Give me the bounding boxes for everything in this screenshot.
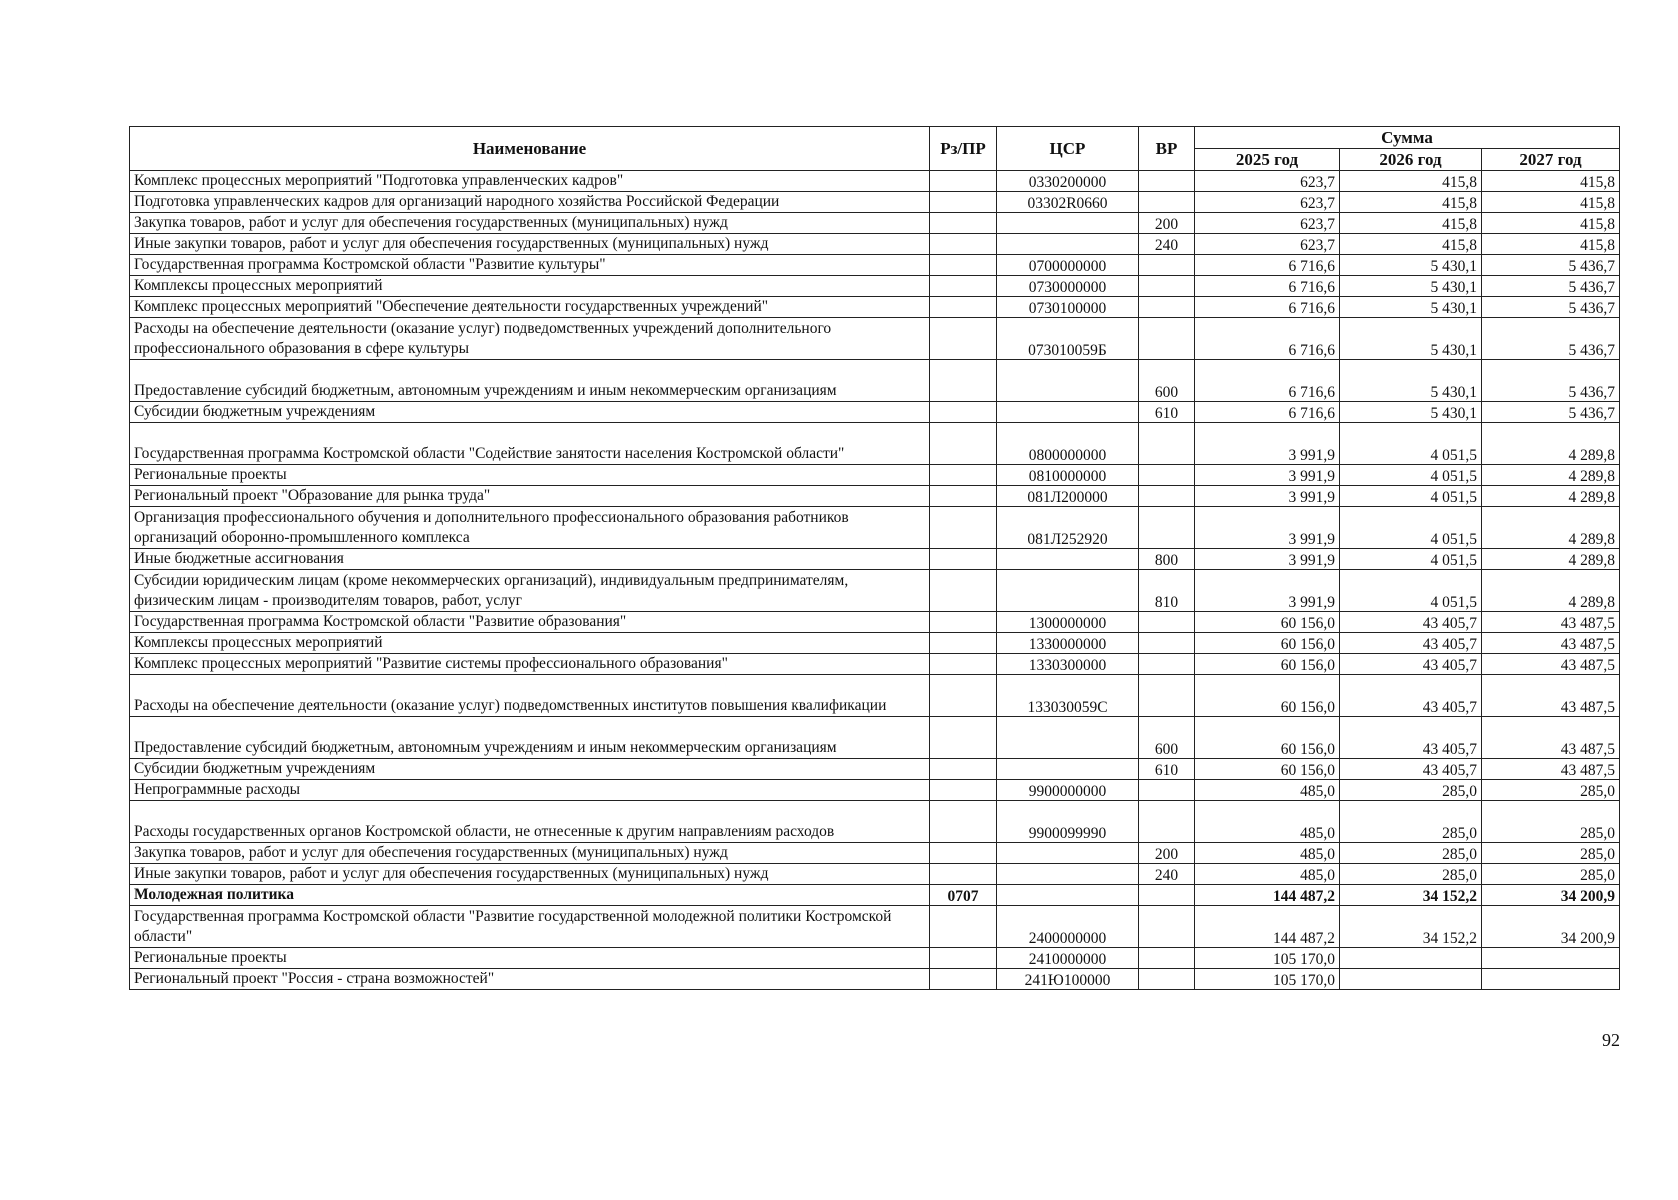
table-body — [130, 171, 1620, 990]
table-row — [130, 654, 1620, 675]
cell-csr: 2400000000 — [997, 906, 1139, 948]
cell-2026: 43 405,7 — [1340, 633, 1482, 654]
cell-name: Иные бюджетные ассигнования — [130, 549, 930, 570]
cell-csr — [997, 213, 1139, 234]
cell-name: Расходы на обеспечение деятельности (оказание услуг) подведомственных институтов повышения квалификации — [130, 675, 930, 717]
cell-rzpr — [930, 906, 997, 948]
cell-vr — [1139, 297, 1195, 318]
cell-vr: 810 — [1139, 570, 1195, 612]
cell-2025: 60 156,0 — [1195, 717, 1340, 759]
cell-vr — [1139, 423, 1195, 465]
cell-2025: 485,0 — [1195, 801, 1340, 843]
cell-2025: 485,0 — [1195, 780, 1340, 801]
cell-vr — [1139, 948, 1195, 969]
cell-2026: 4 051,5 — [1340, 465, 1482, 486]
cell-2027: 4 289,8 — [1482, 486, 1620, 507]
cell-2025: 60 156,0 — [1195, 654, 1340, 675]
cell-vr: 610 — [1139, 402, 1195, 423]
cell-name: Молодежная политика — [130, 885, 930, 906]
table-row — [130, 843, 1620, 864]
cell-2027: 5 436,7 — [1482, 402, 1620, 423]
table-row — [130, 360, 1620, 402]
cell-2026: 43 405,7 — [1340, 759, 1482, 780]
cell-2025: 6 716,6 — [1195, 402, 1340, 423]
cell-rzpr — [930, 318, 997, 360]
cell-2025: 3 991,9 — [1195, 486, 1340, 507]
cell-2026: 415,8 — [1340, 171, 1482, 192]
cell-csr — [997, 717, 1139, 759]
cell-csr: 0800000000 — [997, 423, 1139, 465]
cell-csr — [997, 570, 1139, 612]
cell-name: Комплексы процессных мероприятий — [130, 633, 930, 654]
cell-2027: 43 487,5 — [1482, 759, 1620, 780]
table-row — [130, 969, 1620, 990]
header-year-2025: 2025 год — [1195, 149, 1340, 171]
cell-2026: 285,0 — [1340, 843, 1482, 864]
cell-csr: 0730000000 — [997, 276, 1139, 297]
cell-rzpr — [930, 213, 997, 234]
cell-rzpr — [930, 297, 997, 318]
header-name: Наименование — [130, 127, 930, 171]
cell-vr — [1139, 318, 1195, 360]
cell-vr: 800 — [1139, 549, 1195, 570]
cell-2025: 105 170,0 — [1195, 948, 1340, 969]
cell-2026 — [1340, 969, 1482, 990]
cell-csr — [997, 360, 1139, 402]
cell-2025: 60 156,0 — [1195, 675, 1340, 717]
cell-2025: 3 991,9 — [1195, 549, 1340, 570]
cell-name: Региональные проекты — [130, 465, 930, 486]
cell-rzpr — [930, 423, 997, 465]
cell-2027: 34 200,9 — [1482, 906, 1620, 948]
table-row — [130, 759, 1620, 780]
cell-2027 — [1482, 948, 1620, 969]
table-row — [130, 801, 1620, 843]
cell-vr — [1139, 780, 1195, 801]
table-row — [130, 486, 1620, 507]
cell-2026: 285,0 — [1340, 780, 1482, 801]
cell-name: Иные закупки товаров, работ и услуг для обеспечения государственных (муниципальных) нужд — [130, 234, 930, 255]
cell-2026: 5 430,1 — [1340, 297, 1482, 318]
cell-2026: 4 051,5 — [1340, 507, 1482, 549]
cell-name: Комплекс процессных мероприятий "Подготовка управленческих кадров" — [130, 171, 930, 192]
cell-2025: 60 156,0 — [1195, 759, 1340, 780]
cell-2027: 43 487,5 — [1482, 654, 1620, 675]
cell-name: Региональный проект "Россия - страна возможностей" — [130, 969, 930, 990]
cell-2025: 144 487,2 — [1195, 885, 1340, 906]
cell-2025: 623,7 — [1195, 192, 1340, 213]
cell-rzpr — [930, 465, 997, 486]
table-row — [130, 234, 1620, 255]
cell-rzpr — [930, 570, 997, 612]
cell-csr: 9900000000 — [997, 780, 1139, 801]
cell-name: Субсидии юридическим лицам (кроме некоммерческих организаций), индивидуальным предпринимателям, физическим лицам - производителям товаров, работ, услуг — [130, 570, 930, 612]
cell-csr: 1330000000 — [997, 633, 1139, 654]
cell-rzpr — [930, 759, 997, 780]
cell-vr — [1139, 906, 1195, 948]
cell-2025: 6 716,6 — [1195, 276, 1340, 297]
cell-vr: 200 — [1139, 843, 1195, 864]
cell-2027 — [1482, 969, 1620, 990]
cell-2027: 285,0 — [1482, 843, 1620, 864]
cell-2026: 285,0 — [1340, 864, 1482, 885]
cell-2025: 3 991,9 — [1195, 570, 1340, 612]
cell-csr: 9900099990 — [997, 801, 1139, 843]
cell-2027: 5 436,7 — [1482, 318, 1620, 360]
cell-2026: 4 051,5 — [1340, 486, 1482, 507]
cell-name: Непрограммные расходы — [130, 780, 930, 801]
cell-rzpr — [930, 864, 997, 885]
cell-name: Государственная программа Костромской области "Содействие занятости населения Костромской области" — [130, 423, 930, 465]
cell-vr — [1139, 276, 1195, 297]
table-row — [130, 507, 1620, 549]
cell-rzpr — [930, 948, 997, 969]
cell-rzpr — [930, 549, 997, 570]
cell-rzpr: 0707 — [930, 885, 997, 906]
cell-name: Субсидии бюджетным учреждениям — [130, 759, 930, 780]
cell-2025: 623,7 — [1195, 234, 1340, 255]
cell-2026: 4 051,5 — [1340, 549, 1482, 570]
cell-2026 — [1340, 948, 1482, 969]
table-row — [130, 423, 1620, 465]
cell-rzpr — [930, 969, 997, 990]
cell-rzpr — [930, 717, 997, 759]
cell-vr — [1139, 465, 1195, 486]
cell-name: Региональный проект "Образование для рынка труда" — [130, 486, 930, 507]
cell-vr: 240 — [1139, 234, 1195, 255]
cell-2026: 34 152,2 — [1340, 906, 1482, 948]
cell-name: Региональные проекты — [130, 948, 930, 969]
cell-2027: 4 289,8 — [1482, 570, 1620, 612]
cell-csr: 2410000000 — [997, 948, 1139, 969]
cell-2027: 43 487,5 — [1482, 633, 1620, 654]
cell-rzpr — [930, 171, 997, 192]
cell-vr — [1139, 633, 1195, 654]
table-row — [130, 675, 1620, 717]
cell-2027: 285,0 — [1482, 780, 1620, 801]
cell-vr — [1139, 801, 1195, 843]
cell-2025: 485,0 — [1195, 864, 1340, 885]
cell-rzpr — [930, 486, 997, 507]
cell-csr: 03302R0660 — [997, 192, 1139, 213]
cell-vr: 600 — [1139, 717, 1195, 759]
cell-csr: 0730100000 — [997, 297, 1139, 318]
header-sum: Сумма — [1195, 127, 1620, 149]
table-row — [130, 717, 1620, 759]
cell-2026: 34 152,2 — [1340, 885, 1482, 906]
cell-name: Иные закупки товаров, работ и услуг для обеспечения государственных (муниципальных) нужд — [130, 864, 930, 885]
cell-2026: 415,8 — [1340, 234, 1482, 255]
cell-csr: 1330300000 — [997, 654, 1139, 675]
cell-vr: 600 — [1139, 360, 1195, 402]
table-row — [130, 318, 1620, 360]
cell-2026: 5 430,1 — [1340, 276, 1482, 297]
cell-2025: 3 991,9 — [1195, 507, 1340, 549]
cell-2026: 415,8 — [1340, 213, 1482, 234]
cell-name: Субсидии бюджетным учреждениям — [130, 402, 930, 423]
cell-2027: 5 436,7 — [1482, 297, 1620, 318]
cell-rzpr — [930, 675, 997, 717]
cell-2025: 144 487,2 — [1195, 906, 1340, 948]
table-row — [130, 570, 1620, 612]
cell-csr — [997, 402, 1139, 423]
table-row — [130, 885, 1620, 906]
cell-rzpr — [930, 234, 997, 255]
cell-csr: 0330200000 — [997, 171, 1139, 192]
cell-csr: 081Л200000 — [997, 486, 1139, 507]
cell-2027: 4 289,8 — [1482, 465, 1620, 486]
cell-2027: 285,0 — [1482, 801, 1620, 843]
table-row — [130, 402, 1620, 423]
cell-csr: 1300000000 — [997, 612, 1139, 633]
cell-2025: 6 716,6 — [1195, 360, 1340, 402]
cell-name: Комплекс процессных мероприятий "Развитие системы профессионального образования" — [130, 654, 930, 675]
cell-rzpr — [930, 633, 997, 654]
cell-vr — [1139, 612, 1195, 633]
cell-2027: 43 487,5 — [1482, 717, 1620, 759]
cell-2026: 4 051,5 — [1340, 423, 1482, 465]
cell-2027: 5 436,7 — [1482, 255, 1620, 276]
cell-csr — [997, 885, 1139, 906]
cell-name: Комплексы процессных мероприятий — [130, 276, 930, 297]
cell-vr — [1139, 486, 1195, 507]
cell-2027: 4 289,8 — [1482, 549, 1620, 570]
cell-2026: 4 051,5 — [1340, 570, 1482, 612]
cell-2027: 43 487,5 — [1482, 612, 1620, 633]
cell-2026: 43 405,7 — [1340, 612, 1482, 633]
cell-name: Государственная программа Костромской области "Развитие государственной молодежной политики Костромской области" — [130, 906, 930, 948]
cell-2025: 6 716,6 — [1195, 318, 1340, 360]
cell-2026: 5 430,1 — [1340, 360, 1482, 402]
cell-name: Организация профессионального обучения и дополнительного профессионального образования работников организаций оборонно-промышленного комплекса — [130, 507, 930, 549]
cell-rzpr — [930, 654, 997, 675]
header-year-2027: 2027 год — [1482, 149, 1620, 171]
cell-csr: 0810000000 — [997, 465, 1139, 486]
table-row — [130, 780, 1620, 801]
cell-2027: 415,8 — [1482, 234, 1620, 255]
table-row — [130, 213, 1620, 234]
cell-2027: 285,0 — [1482, 864, 1620, 885]
cell-2026: 5 430,1 — [1340, 255, 1482, 276]
cell-vr — [1139, 171, 1195, 192]
header-csr: ЦСР — [997, 127, 1139, 171]
table-row — [130, 255, 1620, 276]
cell-2026: 5 430,1 — [1340, 402, 1482, 423]
cell-2026: 285,0 — [1340, 801, 1482, 843]
cell-name: Расходы государственных органов Костромской области, не отнесенные к другим направлениям расходов — [130, 801, 930, 843]
cell-rzpr — [930, 402, 997, 423]
cell-csr: 133030059С — [997, 675, 1139, 717]
cell-2026: 415,8 — [1340, 192, 1482, 213]
cell-csr — [997, 864, 1139, 885]
cell-2027: 415,8 — [1482, 171, 1620, 192]
cell-2026: 43 405,7 — [1340, 717, 1482, 759]
cell-rzpr — [930, 801, 997, 843]
table-row — [130, 465, 1620, 486]
table-row — [130, 864, 1620, 885]
cell-vr — [1139, 654, 1195, 675]
cell-vr — [1139, 675, 1195, 717]
cell-2026: 43 405,7 — [1340, 654, 1482, 675]
cell-2027: 34 200,9 — [1482, 885, 1620, 906]
cell-name: Комплекс процессных мероприятий "Обеспечение деятельности государственных учреждений" — [130, 297, 930, 318]
cell-csr: 073010059Б — [997, 318, 1139, 360]
table-row — [130, 906, 1620, 948]
cell-vr: 610 — [1139, 759, 1195, 780]
cell-2027: 4 289,8 — [1482, 423, 1620, 465]
header-row-1 — [130, 127, 1620, 149]
cell-vr: 240 — [1139, 864, 1195, 885]
table-row — [130, 633, 1620, 654]
cell-csr — [997, 843, 1139, 864]
cell-name: Государственная программа Костромской области "Развитие культуры" — [130, 255, 930, 276]
cell-vr — [1139, 507, 1195, 549]
cell-name: Предоставление субсидий бюджетным, автономным учреждениям и иным некоммерческим организациям — [130, 360, 930, 402]
cell-rzpr — [930, 192, 997, 213]
header-vr: ВР — [1139, 127, 1195, 171]
table-row — [130, 171, 1620, 192]
cell-2027: 4 289,8 — [1482, 507, 1620, 549]
cell-vr — [1139, 969, 1195, 990]
cell-name: Предоставление субсидий бюджетным, автономным учреждениям и иным некоммерческим организациям — [130, 717, 930, 759]
cell-vr: 200 — [1139, 213, 1195, 234]
table-row — [130, 612, 1620, 633]
page-number: 92 — [1602, 1030, 1620, 1050]
cell-2027: 415,8 — [1482, 192, 1620, 213]
cell-rzpr — [930, 507, 997, 549]
cell-2025: 623,7 — [1195, 213, 1340, 234]
header-rzpr: Рз/ПР — [930, 127, 997, 171]
cell-2025: 485,0 — [1195, 843, 1340, 864]
cell-2025: 60 156,0 — [1195, 612, 1340, 633]
cell-csr: 0700000000 — [997, 255, 1139, 276]
cell-name: Закупка товаров, работ и услуг для обеспечения государственных (муниципальных) нужд — [130, 843, 930, 864]
table-row — [130, 948, 1620, 969]
cell-2026: 43 405,7 — [1340, 675, 1482, 717]
cell-2025: 6 716,6 — [1195, 255, 1340, 276]
cell-rzpr — [930, 255, 997, 276]
cell-2025: 3 991,9 — [1195, 423, 1340, 465]
budget-table — [129, 126, 1620, 990]
cell-2025: 6 716,6 — [1195, 297, 1340, 318]
cell-vr — [1139, 885, 1195, 906]
cell-name: Подготовка управленческих кадров для организаций народного хозяйства Российской Федерации — [130, 192, 930, 213]
cell-rzpr — [930, 780, 997, 801]
cell-2027: 5 436,7 — [1482, 360, 1620, 402]
cell-2025: 3 991,9 — [1195, 465, 1340, 486]
cell-rzpr — [930, 276, 997, 297]
header-year-2026: 2026 год — [1340, 149, 1482, 171]
cell-rzpr — [930, 360, 997, 402]
cell-vr — [1139, 255, 1195, 276]
cell-name: Закупка товаров, работ и услуг для обеспечения государственных (муниципальных) нужд — [130, 213, 930, 234]
table-row — [130, 297, 1620, 318]
cell-csr: 081Л252920 — [997, 507, 1139, 549]
cell-2025: 623,7 — [1195, 171, 1340, 192]
cell-csr — [997, 759, 1139, 780]
cell-name: Расходы на обеспечение деятельности (оказание услуг) подведомственных учреждений дополнительного профессионального образования в сфере культуры — [130, 318, 930, 360]
table-row — [130, 549, 1620, 570]
cell-2025: 105 170,0 — [1195, 969, 1340, 990]
cell-2027: 415,8 — [1482, 213, 1620, 234]
cell-csr — [997, 549, 1139, 570]
cell-rzpr — [930, 843, 997, 864]
cell-2026: 5 430,1 — [1340, 318, 1482, 360]
cell-rzpr — [930, 612, 997, 633]
cell-2027: 43 487,5 — [1482, 675, 1620, 717]
table-row — [130, 276, 1620, 297]
cell-2025: 60 156,0 — [1195, 633, 1340, 654]
table-row — [130, 192, 1620, 213]
cell-csr — [997, 234, 1139, 255]
cell-csr: 241Ю100000 — [997, 969, 1139, 990]
cell-name: Государственная программа Костромской области "Развитие образования" — [130, 612, 930, 633]
cell-vr — [1139, 192, 1195, 213]
cell-2027: 5 436,7 — [1482, 276, 1620, 297]
